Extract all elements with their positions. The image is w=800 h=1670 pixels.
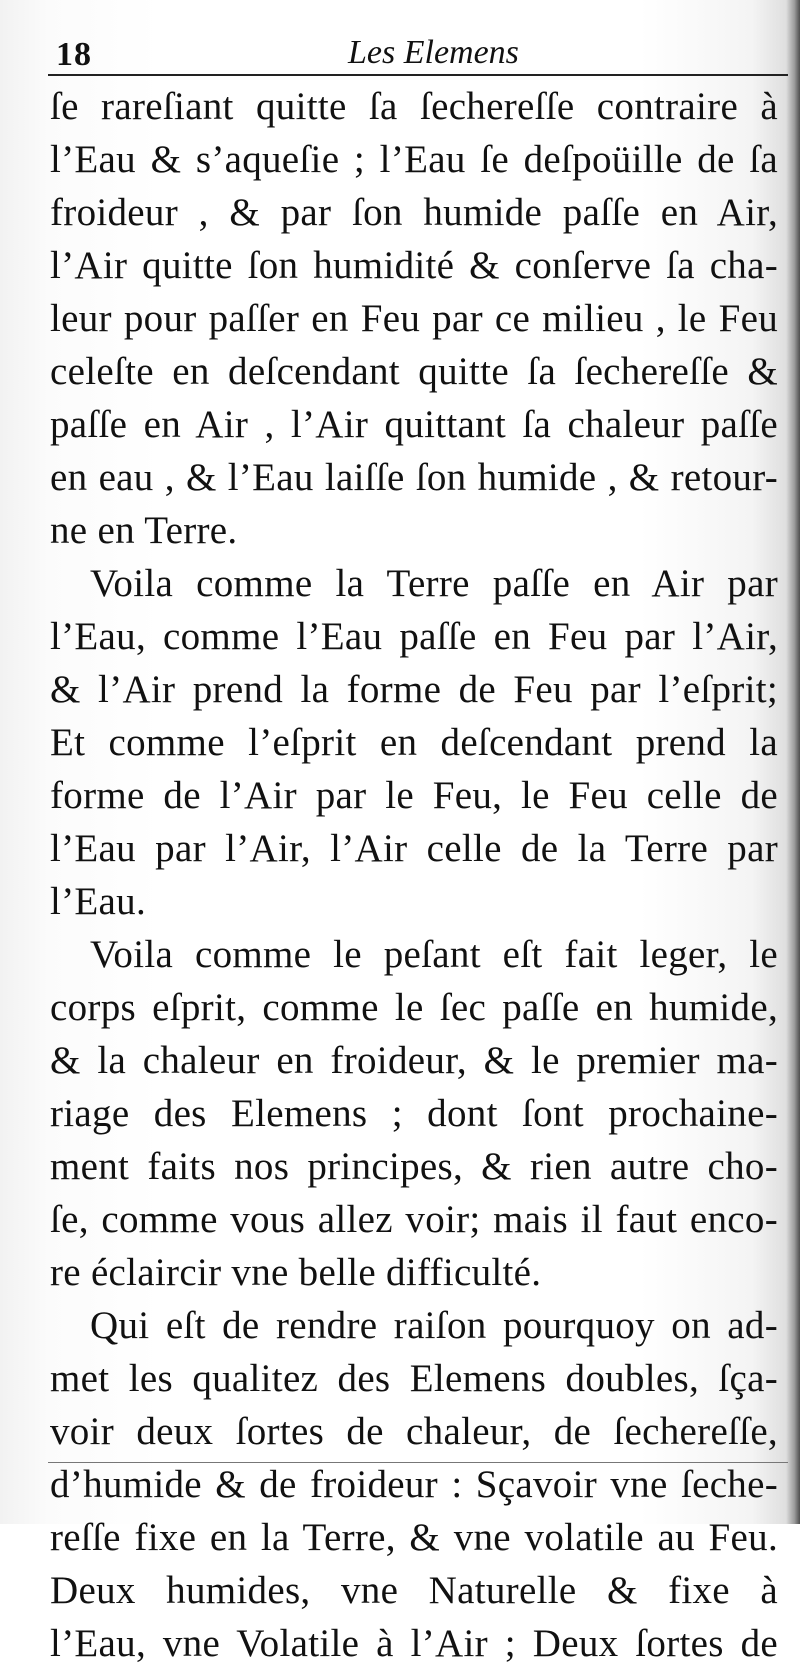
text-line: leur pour paſſer en Feu par ce milieu , le Feu xyxy=(50,297,778,340)
text-line: corps eſprit, comme le ſec paſſe en humide, xyxy=(50,986,778,1029)
header-rule xyxy=(48,74,788,76)
page-number: 18 xyxy=(56,36,92,73)
text-line: & l’Air prend la forme de Feu par l’eſprit; xyxy=(50,668,778,711)
text-line: ment faits nos principes, & rien autre cho- xyxy=(50,1145,778,1188)
paragraph-start-line: Voila comme la Terre paſſe en Air par xyxy=(90,562,778,605)
text-line: d’humide & de froideur : Sçavoir vne ſeche- xyxy=(50,1463,778,1506)
paragraph-start-line: Qui eſt de rendre raiſon pourquoy on ad- xyxy=(90,1304,778,1347)
text-line: l’Eau, vne Volatile à l’Air ; Deux ſortes de xyxy=(50,1622,778,1665)
text-line: reſſe fixe en la Terre, & vne volatile au Feu. xyxy=(50,1516,778,1559)
body-text xyxy=(50,80,778,1670)
text-line: l’Air quitte ſon humidité & conſerve ſa cha- xyxy=(50,244,778,287)
text-line: met les qualitez des Elemens doubles, ſça- xyxy=(50,1357,778,1400)
text-line: & la chaleur en froideur, & le premier ma- xyxy=(50,1039,778,1082)
bottom-rule xyxy=(48,1462,788,1463)
text-line: l’Eau. xyxy=(50,880,147,923)
text-line: l’Eau & s’aqueſie ; l’Eau ſe deſpoüille de ſa xyxy=(50,138,778,181)
text-line: Deux humides, vne Naturelle & fixe à xyxy=(50,1569,778,1612)
text-line: paſſe en Air , l’Air quittant ſa chaleur paſſe xyxy=(50,403,778,446)
page-binding-shadow xyxy=(786,0,800,1524)
text-line: Et comme l’eſprit en deſcendant prend la xyxy=(50,721,778,764)
running-title: Les Elemens xyxy=(348,34,519,71)
text-line: en eau , & l’Eau laiſſe ſon humide , & retour- xyxy=(50,456,778,499)
text-line: forme de l’Air par le Feu, le Feu celle de xyxy=(50,774,778,817)
text-line: ſe, comme vous allez voir; mais il faut enco- xyxy=(50,1198,778,1241)
text-line: l’Eau, comme l’Eau paſſe en Feu par l’Air, xyxy=(50,615,778,658)
text-line: ne en Terre. xyxy=(50,509,238,552)
text-line: voir deux ſortes de chaleur, de ſechereſſe, xyxy=(50,1410,778,1453)
text-line: ſe rareſiant quitte ſa ſechereſſe contraire à xyxy=(50,85,778,128)
text-line: froideur , & par ſon humide paſſe en Air, xyxy=(50,191,778,234)
text-line: celeſte en deſcendant quitte ſa ſechereſſe & xyxy=(50,350,778,393)
text-line: l’Eau par l’Air, l’Air celle de la Terre par xyxy=(50,827,778,870)
text-line: re éclaircir vne belle difficulté. xyxy=(50,1251,542,1294)
paragraph-start-line: Voila comme le peſant eſt fait leger, le xyxy=(90,933,778,976)
page-header xyxy=(48,28,778,76)
text-line: riage des Elemens ; dont ſont prochaine- xyxy=(50,1092,778,1135)
